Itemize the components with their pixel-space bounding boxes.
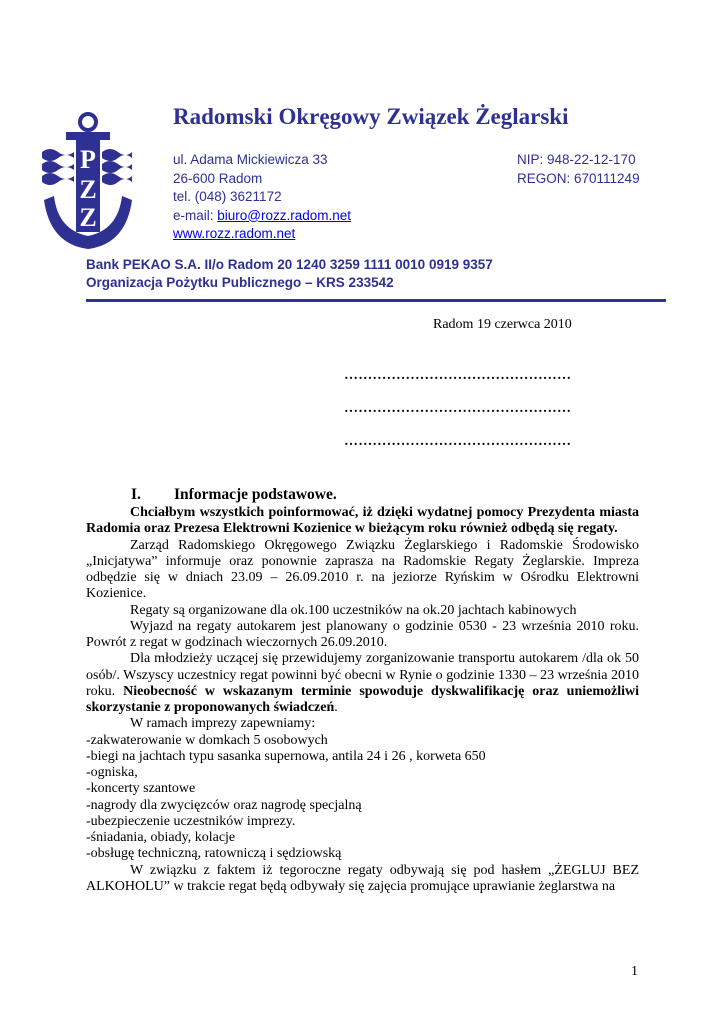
letter-date: Radom 19 czerwca 2010 [433, 317, 572, 332]
section-heading [131, 486, 337, 504]
address-block [173, 151, 351, 244]
paragraph: Wyjazd na regaty autokarem jest planowany o godzinie 0530 - 23 września 2010 roku. Powrót z regat w godzinach wieczornych 26.09.2010. [86, 618, 639, 650]
paragraph-text: Dla młodzieży uczącej się przewidujemy zorganizowanie transportu autokarem /dla ok 50 osób/. Wszyscy uczestnicy regat powinni być obecni w Rynie o godzinie 1330 – 23 września 2010 roku. [86, 651, 639, 699]
opp-krs: Organizacja Pożytku Publicznego – KRS 233542 [86, 275, 394, 290]
list-item: -śniadania, obiady, kolacje [86, 830, 236, 845]
paragraph: Zarząd Radomskiego Okręgowego Związku Żeglarskiego i Radomskie Środowisko „Inicjatywa” informuje oraz ponownie zaprasza na Radomskie Regaty Żeglarskie. Impreza odbędzie się w dniach 23.09 – 26.09.2010 r. na jeziorze Ryńskim w Ośrodku Elektrowni Kozienice. [86, 537, 639, 602]
logo-letter-z2: Z [79, 203, 97, 232]
list-item: -biegi na jachtach typu sasanka supernowa, antila 24 i 26 , korweta 650 [86, 748, 486, 764]
warning-text: Nieobecność w wskazanym terminie spowoduje dyskwalifikację oraz uniemożliwi skorzystanie z proponowanych świadczeń [86, 683, 639, 715]
regon: REGON: 670111249 [517, 170, 640, 186]
logo-letter-p: P [80, 145, 96, 174]
recipient-line-1: ………………………………………… [344, 368, 572, 383]
list-item: -obsługę techniczną, ratowniczą i sędziowską [86, 846, 342, 862]
logo-letter-z1: Z [79, 175, 97, 204]
list-item: -nagrody dla zwycięzców oraz nagrodę specjalną [86, 797, 362, 813]
section-title: Informacje podstawowe. [174, 486, 337, 503]
org-name: Radomski Okręgowy Związek Żeglarski [173, 104, 569, 129]
address-city: 26-600 Radom [173, 170, 263, 186]
list-item: -ubezpieczenie uczestników imprezy. [86, 813, 296, 829]
anchor-logo-icon [40, 112, 132, 250]
list-item: -koncerty szantowe [86, 781, 196, 797]
address-street: ul. Adama Mickiewicza 33 [173, 152, 328, 167]
paragraph: Regaty są organizowane dla ok.100 uczestników na ok.20 jachtach kabinowych [130, 602, 577, 618]
paragraph-end: . [334, 700, 338, 715]
paragraph-transport [86, 651, 639, 716]
page-number: 1 [631, 964, 638, 979]
intro-paragraph: Chciałbym wszystkich poinformować, iż dzięki wydatnej pomocy Prezydenta miasta Radomia oraz Prezesa Elektrowni Kozienice w bieżącym roku również odbędą się regaty. [86, 505, 639, 537]
list-item: -zakwaterowanie w domkach 5 osobowych [86, 732, 328, 748]
bank-info [86, 256, 493, 292]
letter-body [86, 505, 639, 895]
rozz-logo [40, 112, 132, 250]
section-number: I. [131, 486, 141, 503]
bank-account: Bank PEKAO S.A. II/o Radom 20 1240 3259 1111 0010 0919 9357 [86, 257, 493, 272]
email-link[interactable]: biuro@rozz.radom.net [217, 207, 352, 223]
header-divider [86, 299, 666, 302]
tax-ids [517, 151, 640, 188]
website-link[interactable]: www.rozz.radom.net [173, 226, 296, 241]
list-item: -ogniska, [86, 765, 138, 780]
nip: NIP: 948-22-12-170 [517, 152, 636, 167]
recipient-line-2: ………………………………………… [344, 401, 572, 416]
email-line [173, 207, 351, 226]
recipient-line-3: ………………………………………… [344, 434, 572, 449]
email-label: e-mail: [173, 207, 218, 223]
paragraph: W związku z faktem iż tegoroczne regaty odbywają się pod hasłem „ŻEGLUJ BEZ ALKOHOLU” w trakcie regat będą odbywały się zajęcia promujące uprawianie żeglarstwa na [86, 862, 639, 894]
paragraph: W ramach imprezy zapewniamy: [130, 716, 316, 732]
phone: tel. (048) 3621172 [173, 189, 282, 204]
